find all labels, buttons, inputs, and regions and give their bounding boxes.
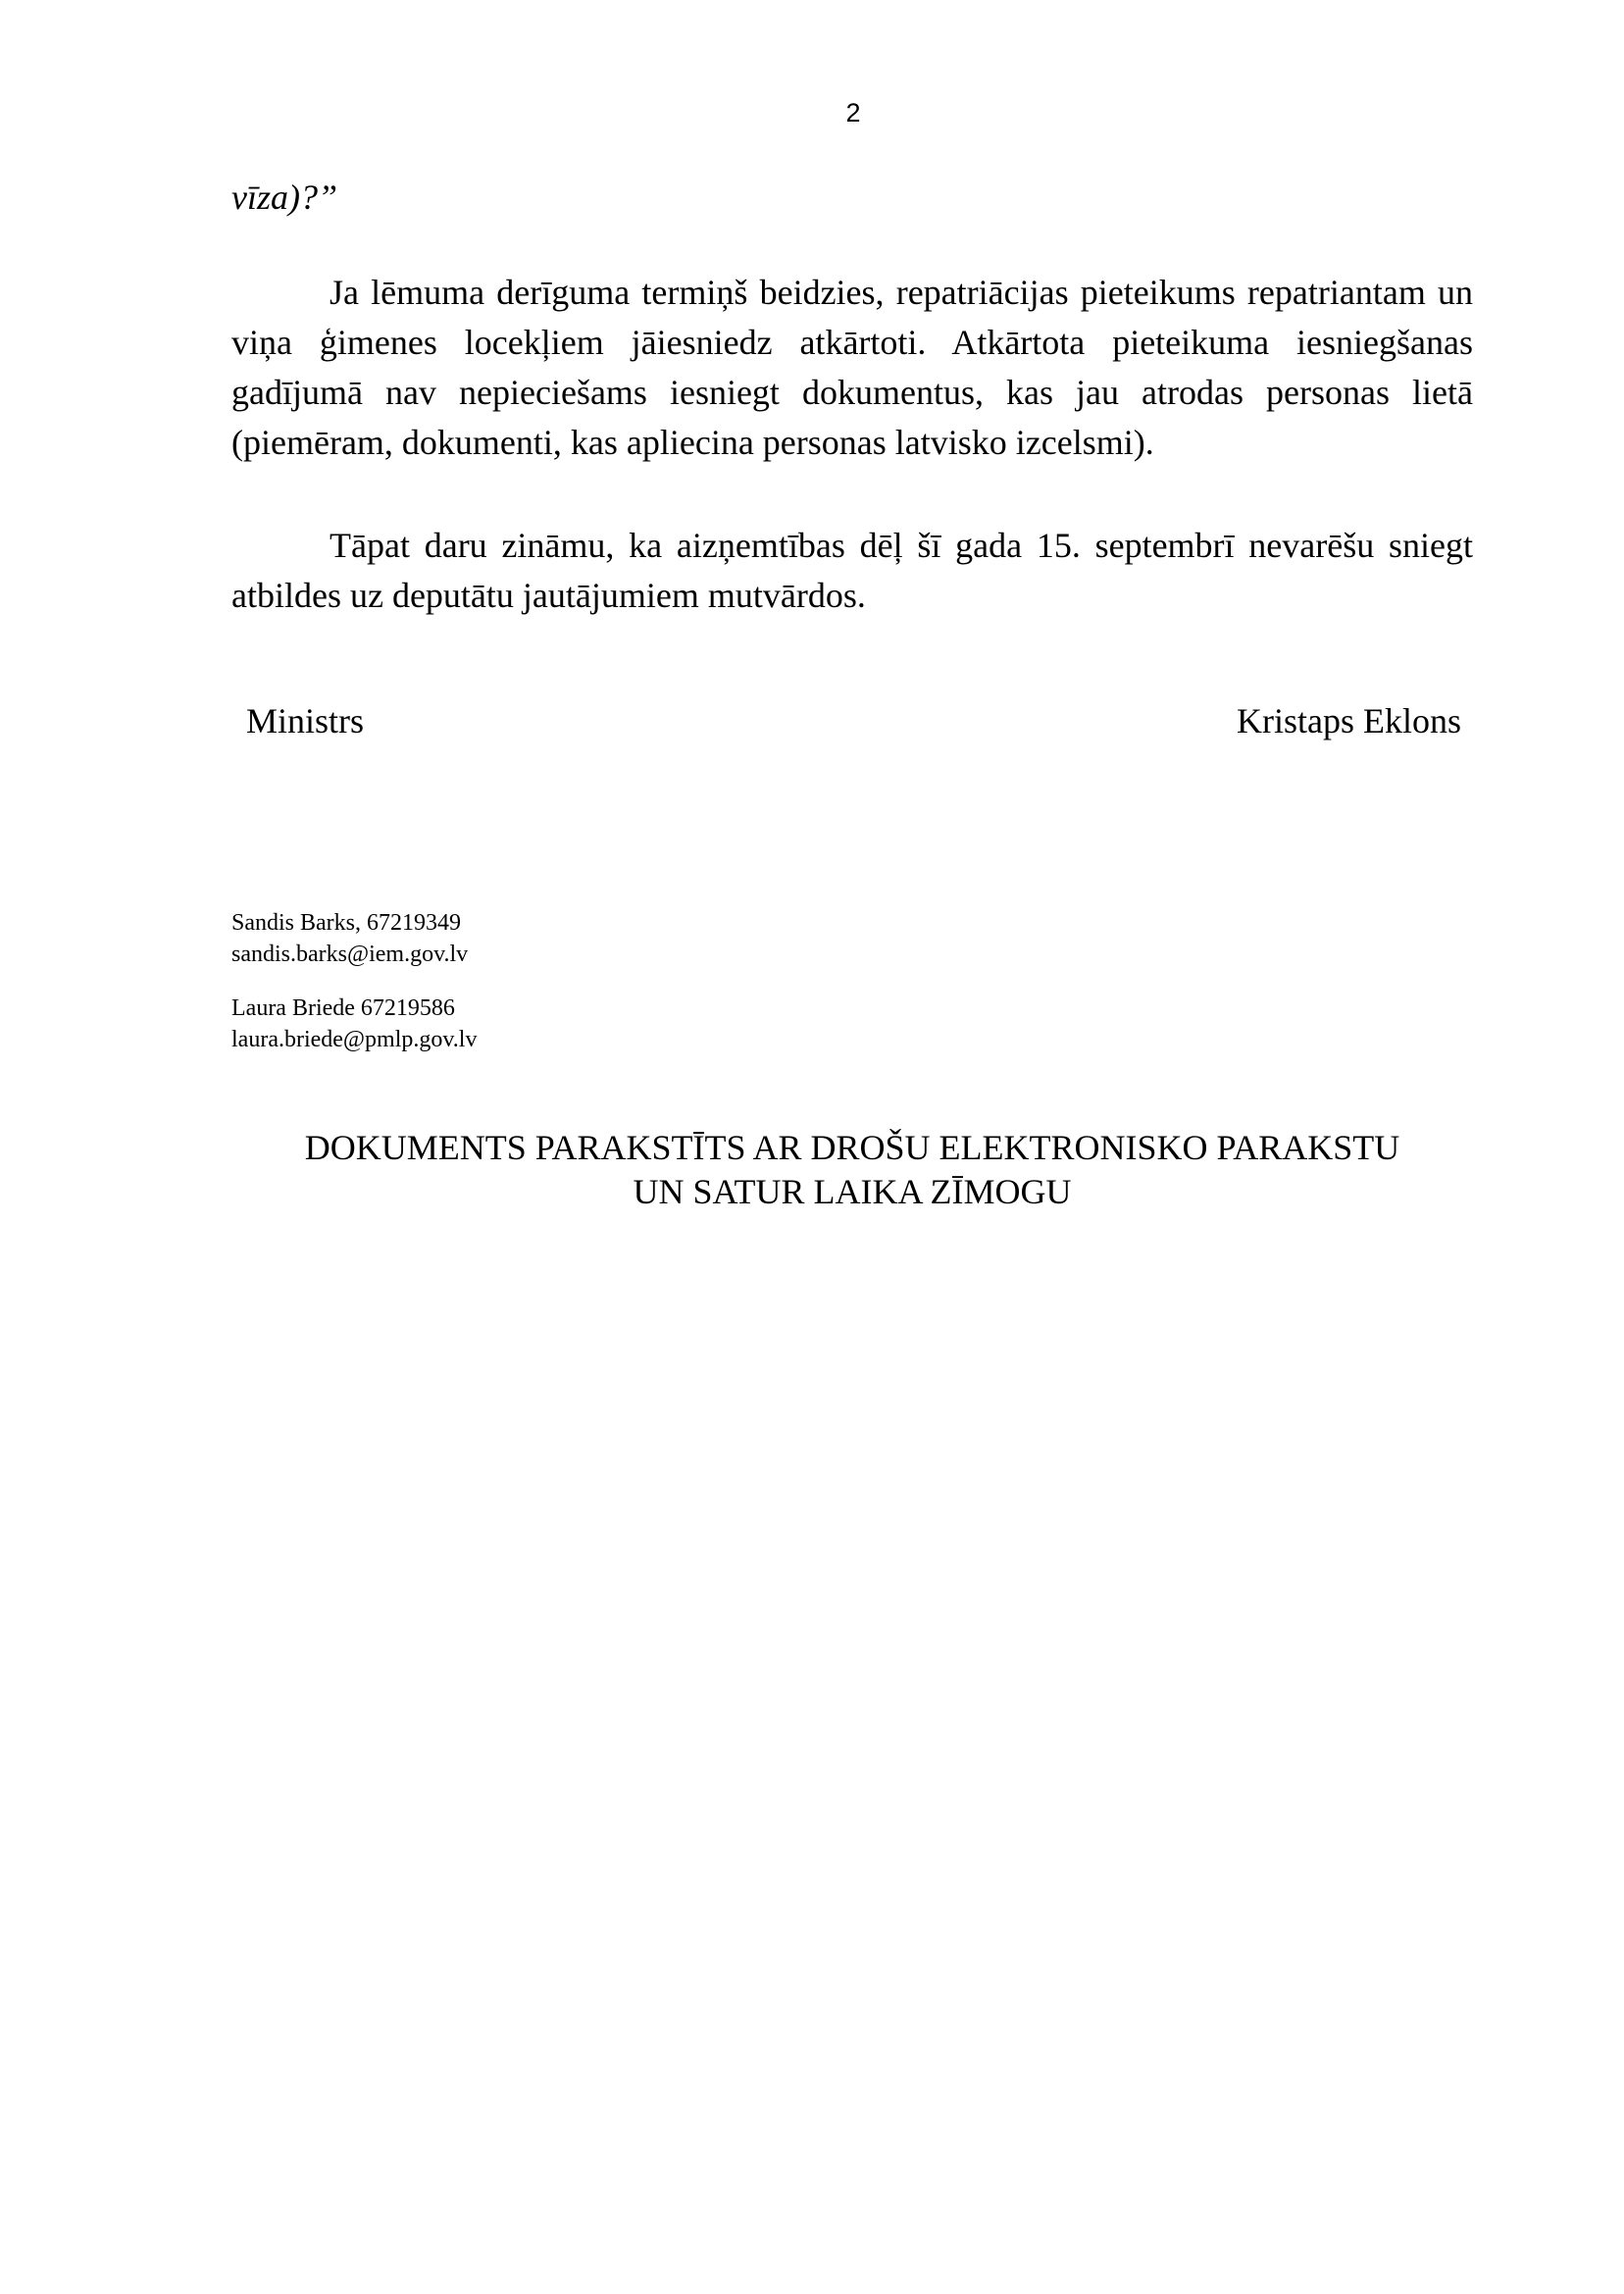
contact-block bbox=[231, 993, 477, 1055]
notice-line: DOKUMENTS PARAKSTĪTS AR DROŠU ELEKTRONISKO PARAKSTU bbox=[304, 1128, 1400, 1167]
contact-email: laura.briede@pmlp.gov.lv bbox=[231, 1027, 478, 1052]
quote-ending: vīza)?” bbox=[231, 178, 337, 217]
page-number: 2 bbox=[845, 98, 861, 127]
signatory-title: Ministrs bbox=[246, 701, 365, 740]
contact-name-phone: Laura Briede 67219586 bbox=[231, 995, 455, 1021]
paragraph-repatriation: Ja lēmuma derīguma termiņš beidzies, repatriācijas pieteikums repatriantam un viņa ģimenes locekļiem jāiesniedz atkārtoti. Atkārtota pieteikuma iesniegšanas gadījumā nav nepieciešams iesniegt dokumentus, kas jau atrodas personas lietā (piemēram, dokumenti, kas apliecina personas latvisko izcelsmi). bbox=[231, 273, 1473, 462]
signatory-name: Kristaps Eklons bbox=[1237, 701, 1461, 740]
contact-email: sandis.barks@iem.gov.lv bbox=[231, 942, 469, 967]
contact-name-phone: Sandis Barks, 67219349 bbox=[231, 910, 461, 936]
paragraph-absence-notice: Tāpat daru zināmu, ka aizņemtības dēļ šī gada 15. septembrī nevarēšu sniegt atbildes uz deputātu jautājumiem mutvārdos. bbox=[231, 526, 1473, 615]
notice-line: UN SATUR LAIKA ZĪMOGU bbox=[633, 1172, 1072, 1211]
electronic-signature-notice bbox=[231, 1126, 1473, 1214]
contact-block bbox=[231, 907, 468, 970]
